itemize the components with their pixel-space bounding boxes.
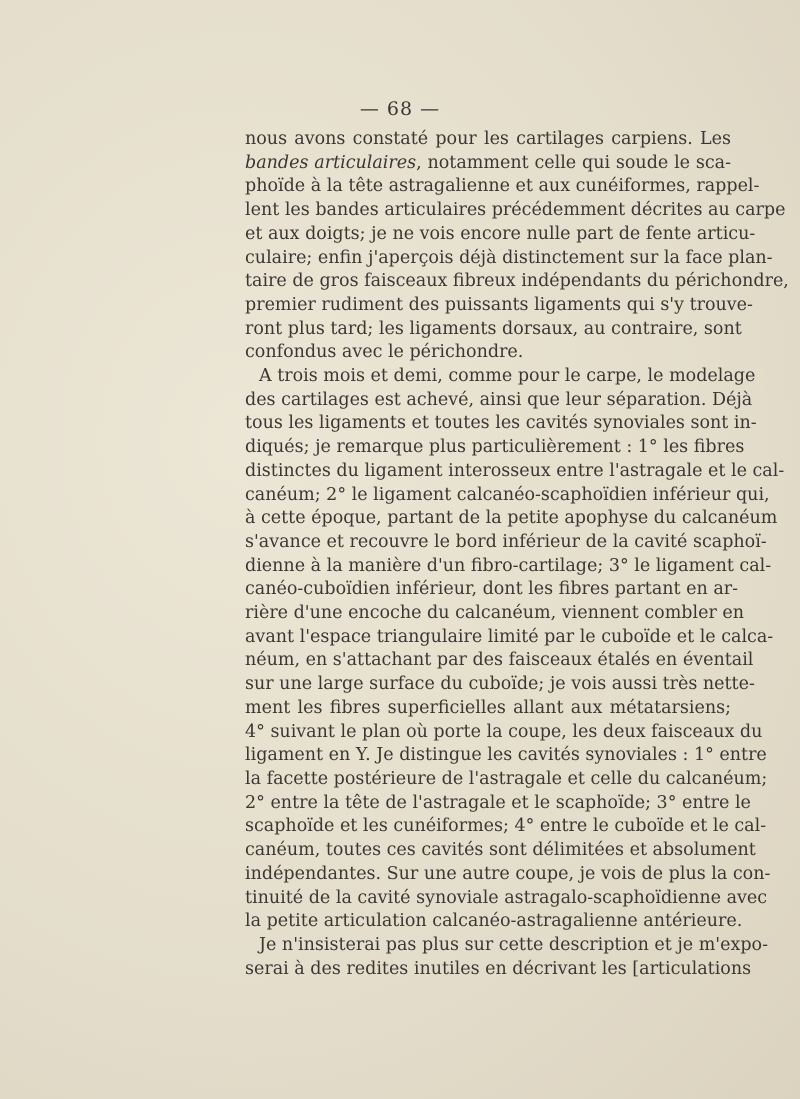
text-line: diqués; je remarque plus particulièrement : 1° les fibres: [245, 437, 745, 458]
text-line: indépendantes. Sur une autre coupe, je vois de plus la con-: [245, 863, 771, 884]
text-line: canéum; 2° le ligament calcanéo-scaphoïdien inférieur qui,: [245, 484, 770, 505]
text-line: la facette postérieure de l'astragale et celle du calcanéum;: [245, 768, 768, 789]
text-line: A trois mois et demi, comme pour le carpe, le modelage: [259, 366, 756, 387]
text-line: néum, en s'attachant par des faisceaux étalés en éventail: [245, 650, 754, 671]
text-line: premier rudiment des puissants ligaments qui s'y trouve-: [245, 294, 753, 315]
text-line: nous avons constaté pour les cartilages carpiens. Les: [245, 129, 731, 149]
text-line: s'avance et recouvre le bord inférieur de la cavité scaphoï-: [245, 531, 767, 552]
text-line: la petite articulation calcanéo-astragalienne antérieure.: [245, 911, 743, 932]
text-line: ront plus tard; les ligaments dorsaux, au contraire, sont: [245, 318, 742, 339]
text-line: serai à des redites inutiles en décrivant les [articulations: [245, 958, 752, 979]
text-line: taire de gros faisceaux fibreux indépendants du périchondre,: [245, 271, 789, 292]
text-line: culaire; enfin j'aperçois déjà distinctement sur la face plan-: [245, 247, 773, 268]
text-line: 2° entre la tête de l'astragale et le scaphoïde; 3° entre le: [245, 792, 751, 813]
text-line: ligament en Y. Je distingue les cavités synoviales : 1° entre: [245, 745, 767, 766]
text-line: des cartilages est achevé, ainsi que leur séparation. Déjà: [245, 389, 753, 410]
text-line: sur une large surface du cuboïde; je vois aussi très nette-: [245, 674, 755, 695]
text-line: rière d'une encoche du calcanéum, viennent combler en: [245, 603, 744, 624]
text-line: canéo-cuboïdien inférieur, dont les fibres partant en ar-: [245, 579, 739, 600]
text-line: ment les fibres superficielles allant aux métatarsiens;: [245, 697, 731, 718]
text-line: canéum, toutes ces cavités sont délimitées et absolument: [245, 840, 756, 861]
page-number: — 68 —: [359, 98, 441, 120]
text-line: Je n'insisterai pas plus sur cette description et je m'expo-: [259, 934, 768, 955]
italic-term: bandes articulaires: [245, 152, 417, 173]
text-line: dienne à la manière d'un fibro-cartilage; 3° le ligament cal-: [245, 555, 772, 576]
text-line: 4° suivant le plan où porte la coupe, les deux faisceaux du: [245, 721, 763, 742]
text-line: et aux doigts; je ne vois encore nulle part de fente articu-: [245, 223, 756, 244]
text-line: distinctes du ligament interosseux entre l'astragale et le cal-: [245, 460, 785, 481]
text-line: confondus avec le périchondre.: [245, 342, 524, 363]
text-line: lent les bandes articulaires précédemment décrites au carpe: [245, 200, 786, 221]
text-line: bandes articulaires, notamment celle qui soude le sca-: [245, 152, 731, 173]
text-line: avant l'espace triangulaire limité par le cuboïde et le calca-: [245, 626, 774, 647]
text-line: tinuité de la cavité synoviale astragalo-scaphoïdienne avec: [245, 887, 768, 908]
text-line: tous les ligaments et toutes les cavités synoviales sont in-: [245, 413, 757, 434]
text-line: phoïde à la tête astragalienne et aux cunéiformes, rappel-: [245, 176, 760, 197]
text-line: scaphoïde et les cunéiformes; 4° entre le cuboïde et le cal-: [245, 816, 767, 837]
body-text: [245, 128, 789, 981]
text-line: à cette époque, partant de la petite apophyse du calcanéum: [245, 508, 778, 529]
